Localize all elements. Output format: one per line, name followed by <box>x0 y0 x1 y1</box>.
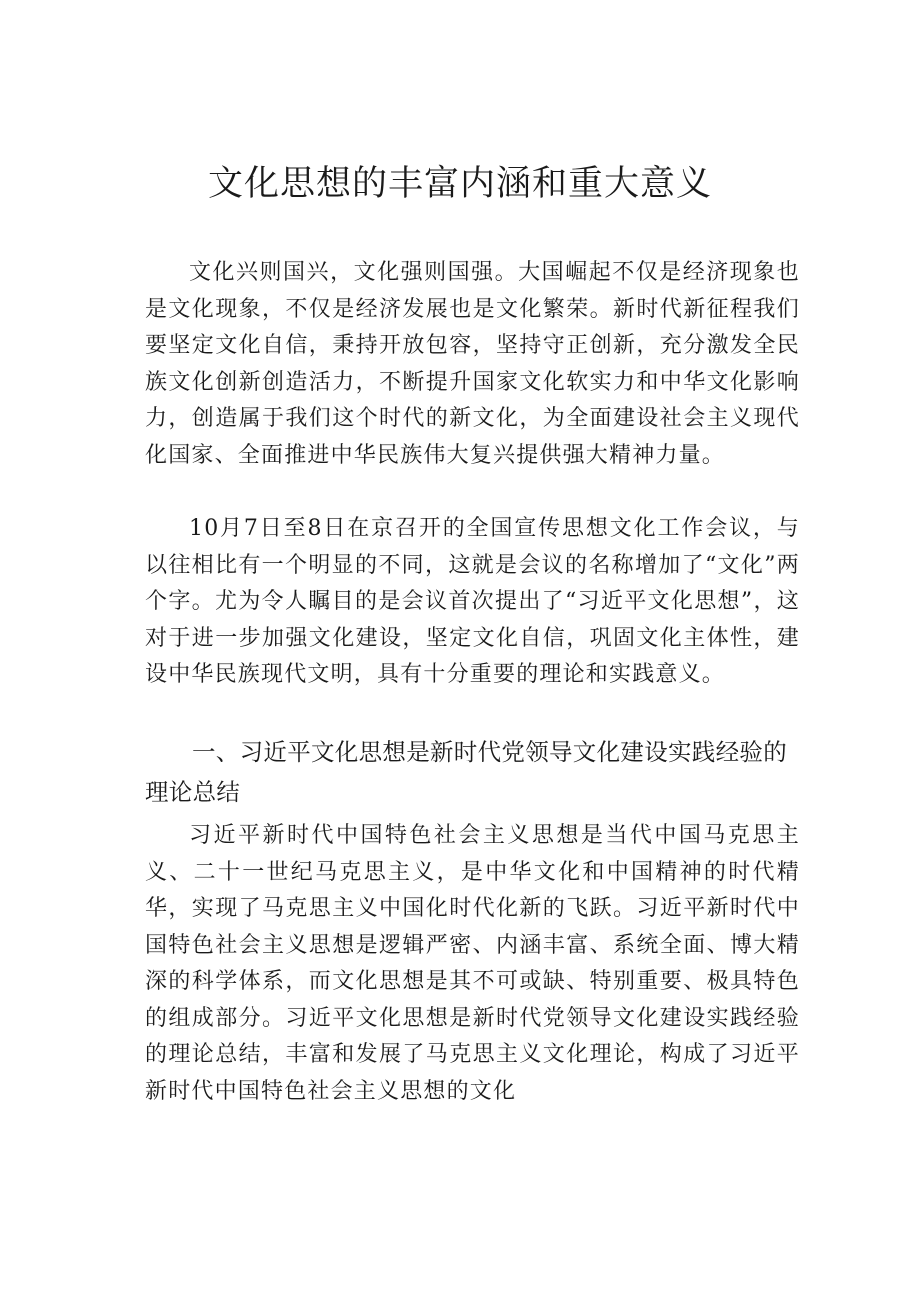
document-title: 文化思想的丰富内涵和重大意义 <box>207 164 712 204</box>
paragraph-intro: 文化兴则国兴，文化强则国强。大国崛起不仅是经济现象也是文化现象，不仅是经济发展也是文化繁荣。新时代新征程我们要坚定文化自信，秉持开放包容，坚持守正创新，充分激发全民族文化创新创造活力，不断提升国家文化软实力和中华文化影响力，创造属于我们这个时代的新文化，为全面建设社会主义现代化国家、全面推进中华民族伟大复兴提供强大精神力量。 <box>145 260 800 468</box>
paragraph-meeting: 10月7日至8日在京召开的全国宣传思想文化工作会议，与以往相比有一个明显的不同，这就是会议的名称增加了“文化”两个字。尤为令人瞩目的是会议首次提出了“习近平文化思想”，这对于进一步加强文化建设，坚定文化自信，巩固文化主体性，建设中华民族现代文明，具有十分重要的理论和实践意义。 <box>145 516 800 687</box>
section-heading: 一、习近平文化思想是新时代党领导文化建设实践经验的理论总结 <box>145 738 787 806</box>
paragraph-section-one: 习近平新时代中国特色社会主义思想是当代中国马克思主义、二十一世纪马克思主义，是中华文化和中国精神的时代精华，实现了马克思主义中国化时代化新的飞跃。习近平新时代中国特色社会主义思想是逻辑严密、内涵丰富、系统全面、博大精深的科学体系，而文化思想是其不可或缺、特别重要、极具特色的组成部分。习近平文化思想是新时代党领导文化建设实践经验的理论总结，丰富和发展了马克思主义文化理论，构成了习近平新时代中国特色社会主义思想的文化 <box>145 823 800 1104</box>
